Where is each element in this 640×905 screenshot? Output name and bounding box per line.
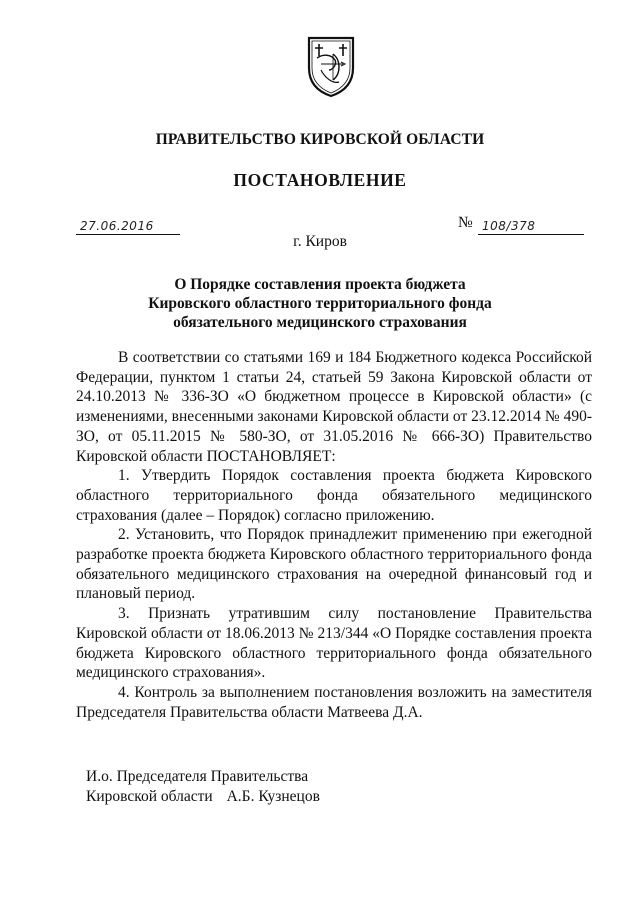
number-sign: № [458, 214, 473, 231]
signatory-position-line [86, 767, 320, 787]
signature-block [86, 767, 320, 806]
signatory-position: И.о. Председателя Правительства [86, 768, 309, 785]
document-date: 27.06.2016 [80, 219, 154, 233]
subject-line: О Порядке составления проекта бюджета [174, 276, 466, 293]
document-subject [0, 275, 640, 332]
signatory-region-line [86, 787, 320, 807]
city-name: г. Киров [293, 233, 347, 250]
document-type-heading: ПОСТАНОВЛЕНИЕ [233, 170, 407, 190]
document-number: 108/378 [482, 219, 536, 233]
signatory-name: А.Б. Кузнецов [226, 787, 320, 805]
clause-paragraph-3: 3. Признать утратившим силу постановление Правительства Кировской области от 18.06.2013 № 213/344 «О Порядке составления проекта бюджета Кировского областного территориального фонда обязательного медицинского страхования». [76, 605, 592, 682]
clause-paragraph-1: 1. Утвердить Порядок составления проекта бюджета Кировского областного территориального фонда обязательного медицинского страхования (далее – Порядок) согласно приложению. [76, 467, 592, 524]
preamble-paragraph: В соответствии со статьями 169 и 184 Бюджетного кодекса Российской Федерации, пунктом 1 статьи 24, статьей 59 Закона Кировской области от 24.10.2013 № 336-ЗО «О бюджетном процессе в Кировской области» (с изменениями, внесенными законами Кировской области от 23.12.2014 № 490-ЗО, от 05.11.2015 № 580-ЗО, от 31.05.2016 № 666-ЗО) Правительство Кировской области ПОСТАНОВЛЯЕТ: [76, 349, 592, 465]
signatory-region: Кировской области [86, 787, 213, 805]
organization-title: ПРАВИТЕЛЬСТВО КИРОВСКОЙ ОБЛАСТИ [155, 131, 485, 148]
subject-line: Кировского областного территориального фонда [148, 295, 492, 312]
clause-paragraph-2: 2. Установить, что Порядок принадлежит применению при ежегодной разработке проекта бюджета Кировского областного территориального фонда обязательного медицинского страхования на очередной финансовый год и плановый период. [76, 526, 592, 603]
clause-paragraph-4: 4. Контроль за выполнением постановления возложить на заместителя Председателя Правительства области Матвеева Д.А. [76, 683, 592, 721]
subject-line: обязательного медицинского страхования [173, 314, 467, 331]
document-body [76, 348, 592, 722]
kirov-coat-of-arms-icon [303, 34, 359, 98]
